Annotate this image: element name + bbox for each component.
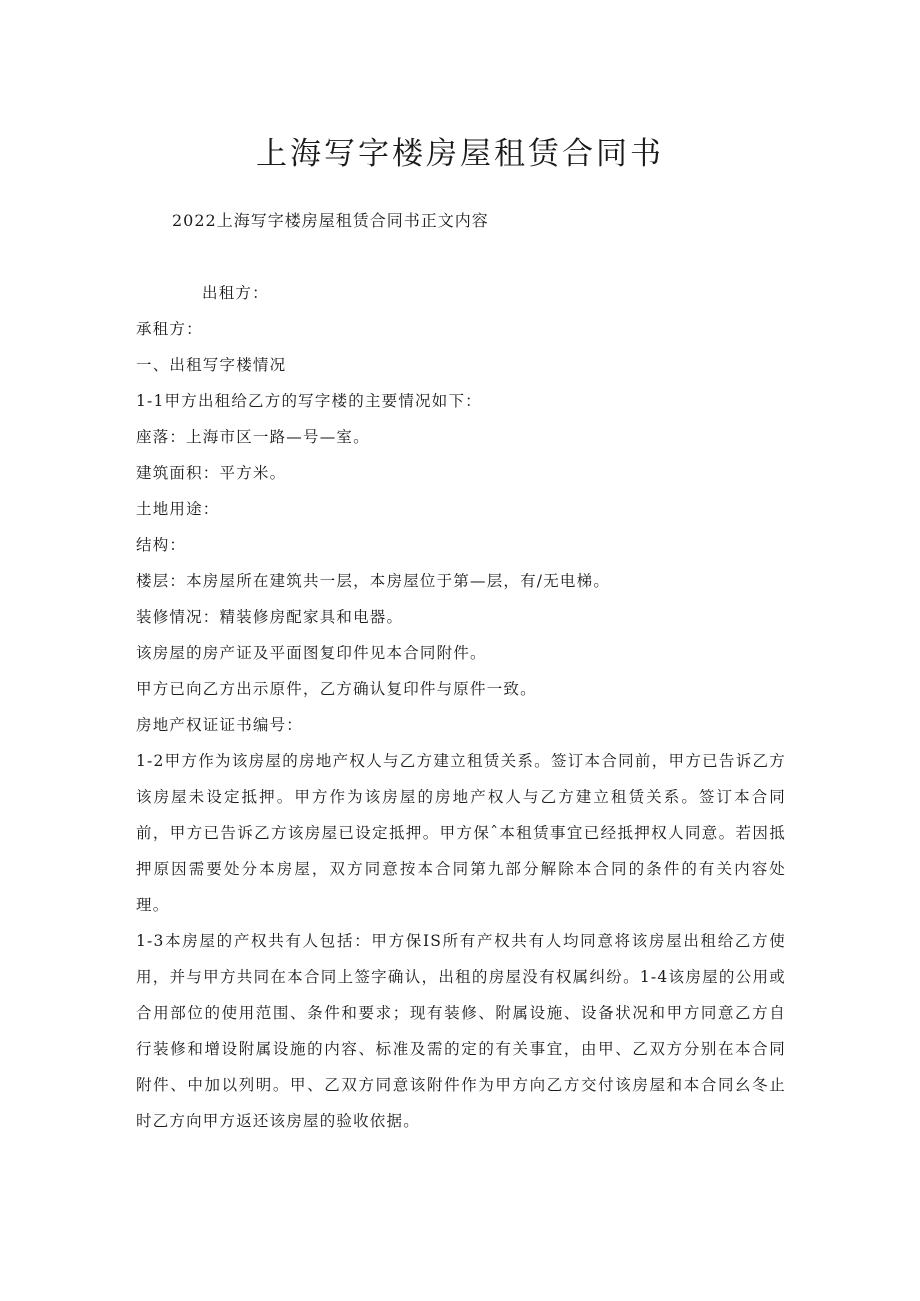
decoration-line: 装修情况：精装修房配家具和电器。: [136, 608, 404, 626]
structure-line: 结构：: [136, 536, 187, 554]
document-body: [136, 275, 786, 1139]
land-use-line: 土地用途：: [136, 500, 220, 518]
lessee-line: 承租方：: [136, 320, 203, 338]
lessor-line: 出租方：: [202, 284, 269, 302]
clause-1-2-paragraph: 1-2甲方作为该房屋的房地产权人与乙方建立租赁关系。签订本合同前，甲方已告诉乙方该房屋未设定抵押。甲方作为该房屋的房地产权人与乙方建立租赁关系。签订本合同前，甲方已告诉乙方该房屋已设定抵押。甲方保ˆ本租赁事宜已经抵押权人同意。若因抵押原因需要处分本房屋，双方同意按本合同第九部分解除本合同的条件的有关内容处理。: [136, 752, 786, 914]
floor-line: 楼层：本房屋所在建筑共一层，本房屋位于第—层，有/无电梯。: [136, 572, 611, 590]
attachment-line: 该房屋的房产证及平面图复印件见本合同附件。: [136, 644, 487, 662]
clause-1-1: 1-1甲方出租给乙方的写字楼的主要情况如下：: [136, 392, 482, 410]
original-confirm-line: 甲方已向乙方出示原件，乙方确认复印件与原件一致。: [136, 680, 537, 698]
document-title: 上海写字楼房屋租赁合同书: [256, 136, 664, 172]
document-subtitle: 2022上海写字楼房屋租赁合同书正文内容: [172, 211, 489, 230]
clause-1-3-paragraph: 1-3本房屋的产权共有人包括：甲方保IS所有产权共有人均同意将该房屋出租给乙方使用，并与甲方共同在本合同上签字确认，出租的房屋没有权属纠纷。1-4该房屋的公用或合用部位的使用范围、条件和要求；现有装修、附属设施、设备状况和甲方同意乙方自行装修和增设附属设施的内容、标准及需的定的有关事宜，由甲、乙双方分别在本合同附件、中加以列明。甲、乙双方同意该附件作为甲方向乙方交付该房屋和本合同幺冬止时乙方向甲方返还该房屋的验收依据。: [136, 932, 786, 1130]
certificate-number-line: 房地产权证证书编号：: [136, 716, 304, 734]
area-line: 建筑面积：平方米。: [136, 464, 287, 482]
location-line: 座落：上海市区一路—号—室。: [136, 428, 370, 446]
section-heading: 一、出租写字楼情况: [136, 356, 287, 374]
